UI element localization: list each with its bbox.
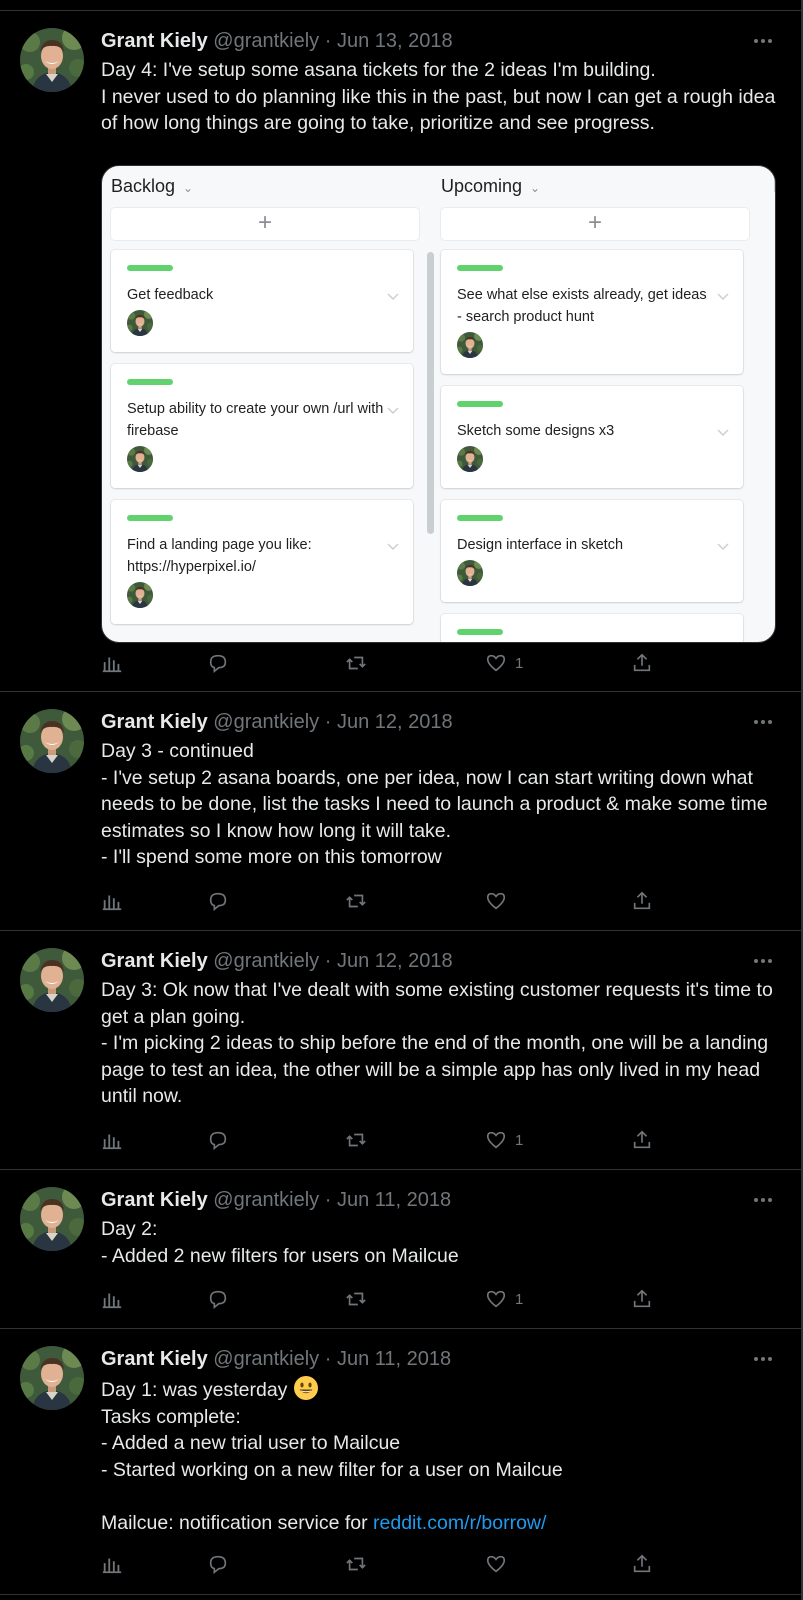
tweet-actions <box>101 1128 681 1152</box>
retweet-icon <box>345 1129 367 1151</box>
author-name[interactable]: Grant Kiely <box>101 711 208 733</box>
analytics-icon <box>101 1288 123 1310</box>
chevron-down-icon: ⌄ <box>183 181 194 195</box>
reply-button[interactable] <box>207 1552 229 1576</box>
tweet[interactable] <box>0 692 801 931</box>
like-icon <box>485 652 507 674</box>
avatar[interactable] <box>20 948 84 1012</box>
like-button[interactable] <box>485 1287 523 1311</box>
like-icon <box>485 1129 507 1151</box>
share-button[interactable] <box>631 1287 653 1311</box>
tweet-text: Day 3 - continued - I've setup 2 asana boards, one per idea, now I can start writing down what needs to be done, list the tasks I need to launch a product & make some time estimates so I know how long it will take. - I'll spend some more on this tomorrow <box>101 740 768 868</box>
analytics-button[interactable] <box>101 1128 123 1152</box>
task-title: Design interface in sketch <box>457 537 624 553</box>
analytics-icon <box>101 890 123 912</box>
share-button[interactable] <box>631 1128 653 1152</box>
retweet-button[interactable] <box>345 651 367 675</box>
tweet-text-body: Tasks complete: - Added a new trial user to Mailcue - Started working on a new filter for a user on Mailcue Mailcue: notification service for <box>101 1405 563 1534</box>
assignee-avatar <box>457 560 483 586</box>
add-task-button: + <box>111 208 419 240</box>
tweet-header <box>101 710 453 734</box>
tweet-text: Day 3: Ok now that I've dealt with some existing customer requests it's time to get a plan going. - I'm picking 2 ideas to ship before the end of the month, one will be a landing page to test an idea, the other will be a simple app has only lived in my head until now. <box>101 979 773 1107</box>
tweet-actions <box>101 1287 681 1311</box>
tweet-date[interactable]: Jun 12, 2018 <box>336 950 453 972</box>
tweet[interactable] <box>0 1329 801 1595</box>
assignee-avatar <box>127 310 153 336</box>
retweet-button[interactable] <box>345 1552 367 1576</box>
column-title-label: Backlog <box>111 176 176 196</box>
reply-icon <box>207 890 229 912</box>
task-card <box>441 500 743 602</box>
reply-button[interactable] <box>207 1287 229 1311</box>
chevron-down-icon <box>717 288 729 296</box>
retweet-icon <box>345 652 367 674</box>
tweet-actions <box>101 651 681 675</box>
task-card <box>111 250 413 352</box>
retweet-button[interactable] <box>345 1128 367 1152</box>
like-count: 1 <box>515 654 524 672</box>
next-column-edge <box>774 178 776 192</box>
tweet-date[interactable]: Jun 13, 2018 <box>336 30 453 52</box>
tweet-header <box>101 1347 451 1371</box>
chevron-down-icon <box>387 402 399 410</box>
author-handle[interactable]: @grantkiely <box>213 30 320 52</box>
tweet-date[interactable]: Jun 11, 2018 <box>336 1348 452 1370</box>
retweet-icon <box>345 890 367 912</box>
analytics-button[interactable] <box>101 1287 123 1311</box>
tweet[interactable] <box>0 931 801 1170</box>
reply-icon <box>207 1129 229 1151</box>
chevron-down-icon <box>387 288 399 296</box>
task-title: See what else exists already, get ideas - search product hunt <box>457 287 707 325</box>
task-title: Setup ability to create your own /url with firebase <box>127 401 384 439</box>
chevron-down-icon: ⌄ <box>530 181 541 195</box>
share-icon <box>631 890 653 912</box>
column-title <box>441 176 540 197</box>
task-card <box>111 500 413 624</box>
analytics-icon <box>101 1553 123 1575</box>
tweet-actions <box>101 889 681 913</box>
task-card <box>441 614 743 643</box>
separator-dot: · <box>324 711 332 733</box>
like-icon <box>485 890 507 912</box>
more-icon[interactable] <box>753 31 773 51</box>
reply-button[interactable] <box>207 1128 229 1152</box>
chevron-down-icon <box>717 424 729 432</box>
retweet-button[interactable] <box>345 889 367 913</box>
column-title <box>111 176 193 197</box>
retweet-icon <box>345 1288 367 1310</box>
more-icon[interactable] <box>753 951 773 971</box>
like-button[interactable] <box>485 889 507 913</box>
reply-icon <box>207 652 229 674</box>
tweet-actions <box>101 1552 681 1576</box>
assignee-avatar <box>457 446 483 472</box>
tweet-header <box>101 29 453 53</box>
task-title: Get feedback <box>127 287 214 303</box>
assignee-avatar <box>127 582 153 608</box>
task-title: Sketch some designs x3 <box>457 423 615 439</box>
separator-dot: · <box>324 950 332 972</box>
tweet-date[interactable]: Jun 12, 2018 <box>336 711 453 733</box>
tag-bar <box>457 629 503 635</box>
like-icon <box>485 1288 507 1310</box>
tweet[interactable] <box>0 11 801 692</box>
tag-bar <box>127 379 173 385</box>
separator-dot: · <box>324 30 332 52</box>
author-handle[interactable]: @grantkiely <box>213 950 320 972</box>
share-button[interactable] <box>631 1552 653 1576</box>
analytics-icon <box>101 1129 123 1151</box>
share-icon <box>631 1129 653 1151</box>
like-button[interactable] <box>485 651 523 675</box>
more-icon[interactable] <box>753 712 773 732</box>
tag-bar <box>457 401 503 407</box>
tweet-header <box>101 949 453 973</box>
smiley-emoji-icon <box>293 1375 319 1401</box>
author-name[interactable]: Grant Kiely <box>101 950 208 972</box>
author-handle[interactable]: @grantkiely <box>213 1348 320 1370</box>
author-handle[interactable]: @grantkiely <box>213 1189 320 1211</box>
share-icon <box>631 652 653 674</box>
tag-bar <box>127 515 173 521</box>
tweet-text: Day 2: - Added 2 new filters for users on Mailcue <box>101 1218 459 1267</box>
retweet-button[interactable] <box>345 1287 367 1311</box>
column-title-label: Upcoming <box>441 176 523 196</box>
add-task-button: + <box>441 208 749 240</box>
task-card <box>441 386 743 488</box>
task-card <box>111 364 413 488</box>
tag-bar <box>457 265 503 271</box>
tweet-header <box>101 1188 451 1212</box>
avatar[interactable] <box>20 28 84 92</box>
retweet-icon <box>345 1553 367 1575</box>
tag-bar <box>457 515 503 521</box>
like-count: 1 <box>515 1290 524 1308</box>
avatar[interactable] <box>20 709 84 773</box>
scrollbar <box>427 252 434 534</box>
analytics-button[interactable] <box>101 889 123 913</box>
tweet-link[interactable]: reddit.com/r/borrow/ <box>373 1511 547 1534</box>
like-button[interactable] <box>485 1552 507 1576</box>
share-button[interactable] <box>631 651 653 675</box>
like-count: 1 <box>515 1131 524 1149</box>
avatar[interactable] <box>20 1187 84 1251</box>
tweet-text: Day 4: I've setup some asana tickets for the 2 ideas I'm building. I never used to do planning like this in the past, but now I can get a rough idea of how long things are going to take, prioritize and see progress. <box>101 59 776 134</box>
reply-icon <box>207 1288 229 1310</box>
assignee-avatar <box>127 446 153 472</box>
share-icon <box>631 1288 653 1310</box>
author-name[interactable]: Grant Kiely <box>101 30 208 52</box>
separator-dot: · <box>324 1189 332 1211</box>
assignee-avatar <box>457 332 483 358</box>
reply-button[interactable] <box>207 651 229 675</box>
tag-bar <box>127 265 173 271</box>
tweet-text <box>101 1375 781 1536</box>
share-button[interactable] <box>631 889 653 913</box>
reply-icon <box>207 1553 229 1575</box>
analytics-icon <box>101 652 123 674</box>
author-name[interactable]: Grant Kiely <box>101 1348 208 1370</box>
separator-dot: · <box>324 1348 332 1370</box>
author-handle[interactable]: @grantkiely <box>213 711 320 733</box>
tweet-text-first-line: Day 1: was yesterday <box>101 1379 288 1401</box>
more-icon[interactable] <box>753 1190 773 1210</box>
like-button[interactable] <box>485 1128 523 1152</box>
tweet[interactable] <box>0 1170 801 1329</box>
like-icon <box>485 1553 507 1575</box>
task-title: Find a landing page you like: https://hyperpixel.io/ <box>127 537 312 575</box>
tweet-media-image[interactable] <box>101 165 776 643</box>
avatar[interactable] <box>20 1346 84 1410</box>
share-icon <box>631 1553 653 1575</box>
tweet-date[interactable]: Jun 11, 2018 <box>336 1189 452 1211</box>
analytics-button[interactable] <box>101 1552 123 1576</box>
task-card <box>441 250 743 374</box>
reply-button[interactable] <box>207 889 229 913</box>
author-name[interactable]: Grant Kiely <box>101 1189 208 1211</box>
more-icon[interactable] <box>753 1349 773 1369</box>
chevron-down-icon <box>717 538 729 546</box>
chevron-down-icon <box>387 538 399 546</box>
analytics-button[interactable] <box>101 651 123 675</box>
